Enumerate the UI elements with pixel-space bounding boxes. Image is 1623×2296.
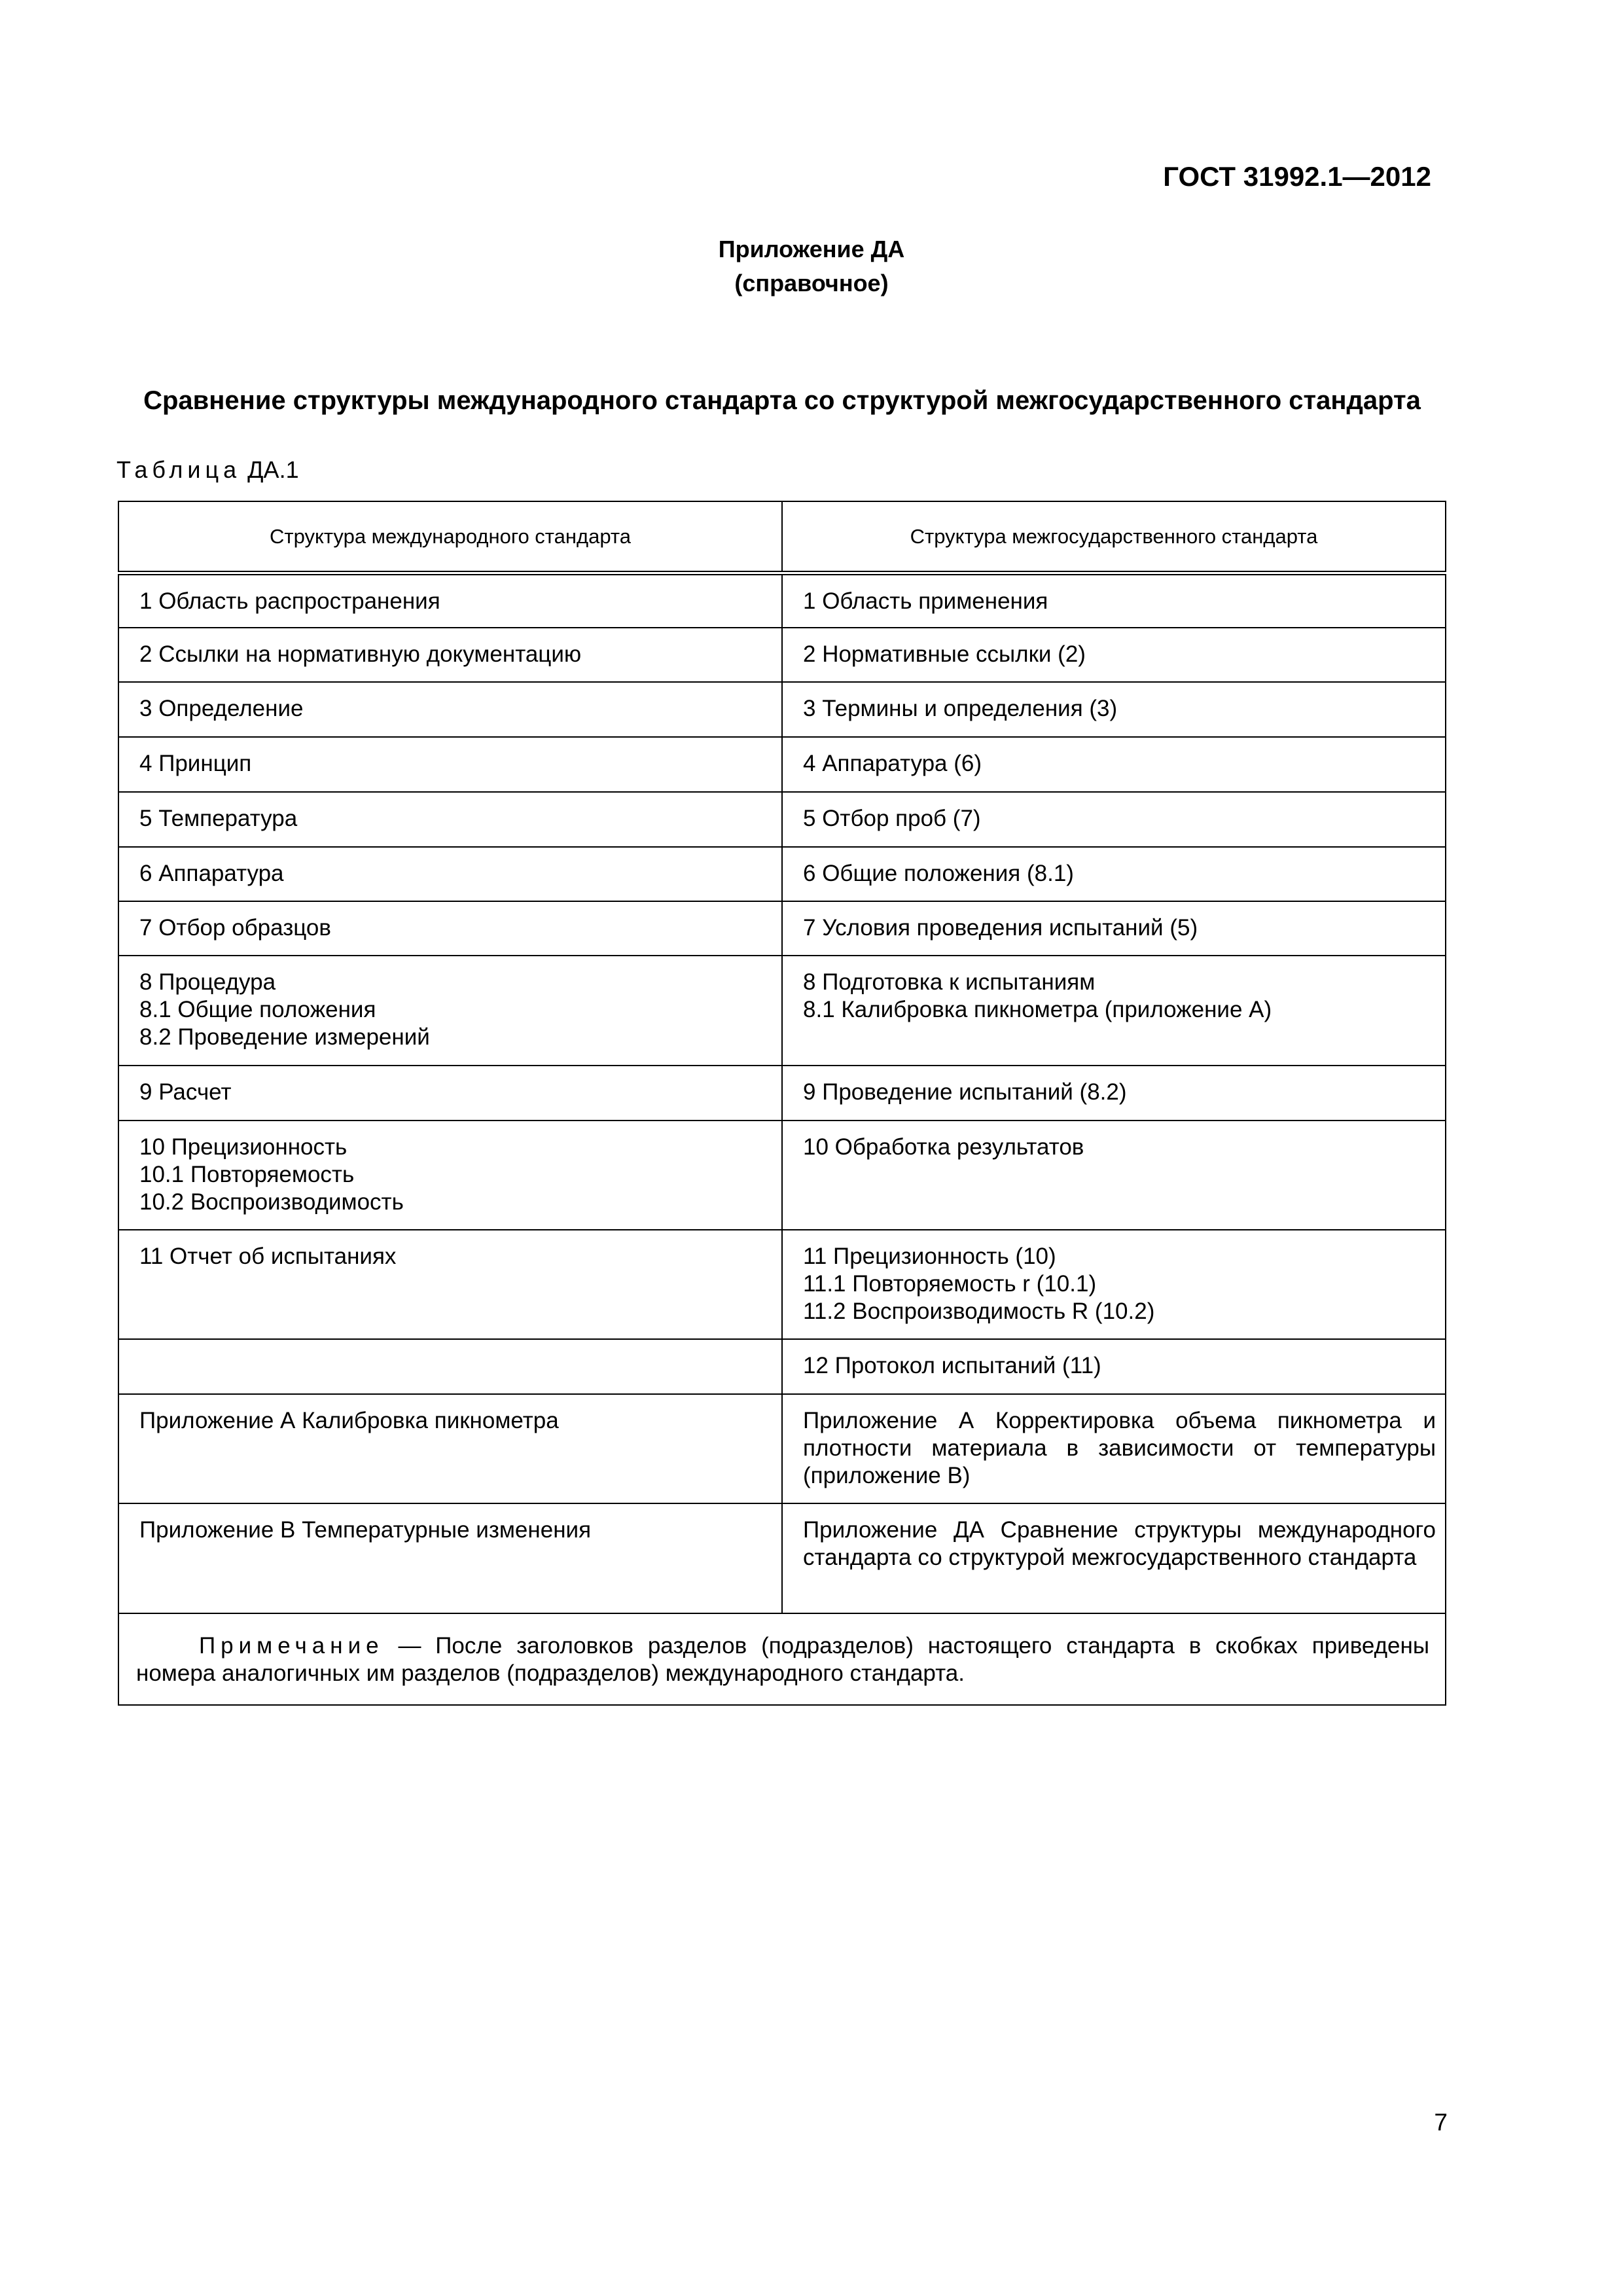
table-header-row — [118, 501, 1446, 573]
cell-line: 10 Прецизионность — [139, 1134, 348, 1160]
cell-international — [118, 573, 782, 628]
cell-international — [118, 847, 782, 901]
cell-interstate — [782, 792, 1446, 847]
cell-line: 1 Область применения — [803, 588, 1048, 614]
cell-line: 5 Температура — [139, 805, 298, 831]
table-row — [118, 1066, 1446, 1121]
table-row — [118, 956, 1446, 1066]
cell-paragraph: Приложение ДА Сравнение структуры международного стандарта со структурой межгосударственного стандарта — [803, 1516, 1436, 1570]
cell-line: 6 Общие положения (8.1) — [803, 860, 1074, 886]
annex-subtitle: (справочное) — [734, 270, 889, 296]
cell-line: 10.2 Воспроизводимость — [139, 1189, 404, 1215]
section-title: Сравнение структуры международного стандарта со структурой межгосударственного стандарта — [143, 386, 1421, 415]
table-label-word: Таблица — [116, 456, 241, 483]
table-row — [118, 628, 1446, 682]
cell-line: Приложение А Калибровка пикнометра — [139, 1407, 559, 1433]
table-label — [116, 456, 299, 484]
cell-interstate — [782, 847, 1446, 901]
cell-line: 8.2 Проведение измерений — [139, 1024, 430, 1050]
cell-line: 10.1 Повторяемость — [139, 1161, 355, 1187]
cell-international — [118, 628, 782, 682]
annex-heading — [0, 232, 1623, 300]
cell-international — [118, 956, 782, 1066]
cell-interstate — [782, 1503, 1446, 1613]
cell-line: 1 Область распространения — [139, 588, 440, 614]
note-label: Примечание — [199, 1632, 384, 1659]
cell-line: 11.2 Воспроизводимость R (10.2) — [803, 1298, 1155, 1324]
table-row — [118, 1339, 1446, 1394]
cell-line: 3 Термины и определения (3) — [803, 695, 1118, 721]
table-row — [118, 792, 1446, 847]
cell-line: 11 Отчет об испытаниях — [139, 1243, 397, 1269]
cell-interstate — [782, 628, 1446, 682]
table-row — [118, 901, 1446, 956]
cell-line: 2 Ссылки на нормативную документацию — [139, 641, 582, 667]
table-note — [118, 1613, 1446, 1705]
cell-paragraph: Приложение А Корректировка объема пикнометра и плотности материала в зависимости от температуры (приложение В) — [803, 1407, 1436, 1488]
cell-line: 7 Условия проведения испытаний (5) — [803, 914, 1198, 941]
cell-interstate — [782, 901, 1446, 956]
cell-line: 8 Подготовка к испытаниям — [803, 969, 1096, 995]
cell-line: 8 Процедура — [139, 969, 276, 995]
cell-line: 7 Отбор образцов — [139, 914, 331, 941]
cell-line: 8.1 Общие положения — [139, 996, 376, 1022]
cell-line: Приложение В Температурные изменения — [139, 1516, 592, 1543]
cell-line: 9 Проведение испытаний (8.2) — [803, 1079, 1127, 1105]
cell-interstate — [782, 1230, 1446, 1339]
note-text: — После заголовков разделов (подразделов) настоящего стандарта в скобках приведены номера аналогичных им разделов (подразделов) международного стандарта. — [136, 1632, 1429, 1686]
cell-line: 8.1 Калибровка пикнометра (приложение А) — [803, 996, 1272, 1022]
column-header-international: Структура международного стандарта — [118, 501, 782, 573]
page-number: 7 — [1434, 2109, 1448, 2136]
cell-international — [118, 682, 782, 737]
cell-international — [118, 1394, 782, 1503]
cell-line: 12 Протокол испытаний (11) — [803, 1352, 1101, 1378]
cell-international — [118, 792, 782, 847]
table-note-row — [118, 1613, 1446, 1705]
cell-interstate — [782, 1121, 1446, 1230]
cell-interstate — [782, 1339, 1446, 1394]
cell-international — [118, 737, 782, 792]
cell-international — [118, 1339, 782, 1394]
cell-line: 10 Обработка результатов — [803, 1134, 1084, 1160]
table-row — [118, 847, 1446, 901]
document-code: ГОСТ 31992.1—2012 — [1163, 161, 1431, 192]
column-header-interstate: Структура межгосударственного стандарта — [782, 501, 1446, 573]
cell-interstate — [782, 682, 1446, 737]
table-body — [118, 573, 1446, 1613]
cell-line: 5 Отбор проб (7) — [803, 805, 981, 831]
cell-international — [118, 1230, 782, 1339]
table-row — [118, 1503, 1446, 1613]
annex-title: Приложение ДА — [718, 236, 905, 262]
cell-line: 9 Расчет — [139, 1079, 232, 1105]
cell-interstate — [782, 737, 1446, 792]
table-row — [118, 573, 1446, 628]
cell-line: 2 Нормативные ссылки (2) — [803, 641, 1086, 667]
cell-interstate — [782, 1394, 1446, 1503]
cell-line: 3 Определение — [139, 695, 304, 721]
table-row — [118, 1121, 1446, 1230]
table-row — [118, 1394, 1446, 1503]
cell-line: 4 Аппаратура (6) — [803, 750, 982, 776]
table-row — [118, 737, 1446, 792]
cell-interstate — [782, 573, 1446, 628]
table-row — [118, 682, 1446, 737]
table-label-number: ДА.1 — [247, 456, 299, 483]
cell-international — [118, 1503, 782, 1613]
cell-international — [118, 1066, 782, 1121]
comparison-table — [118, 501, 1446, 1706]
cell-international — [118, 901, 782, 956]
table-row — [118, 1230, 1446, 1339]
cell-line: 6 Аппаратура — [139, 860, 284, 886]
cell-international — [118, 1121, 782, 1230]
cell-interstate — [782, 1066, 1446, 1121]
cell-line: 4 Принцип — [139, 750, 252, 776]
cell-line: 11 Прецизионность (10) — [803, 1243, 1056, 1269]
cell-interstate — [782, 956, 1446, 1066]
cell-line: 11.1 Повторяемость r (10.1) — [803, 1270, 1097, 1297]
